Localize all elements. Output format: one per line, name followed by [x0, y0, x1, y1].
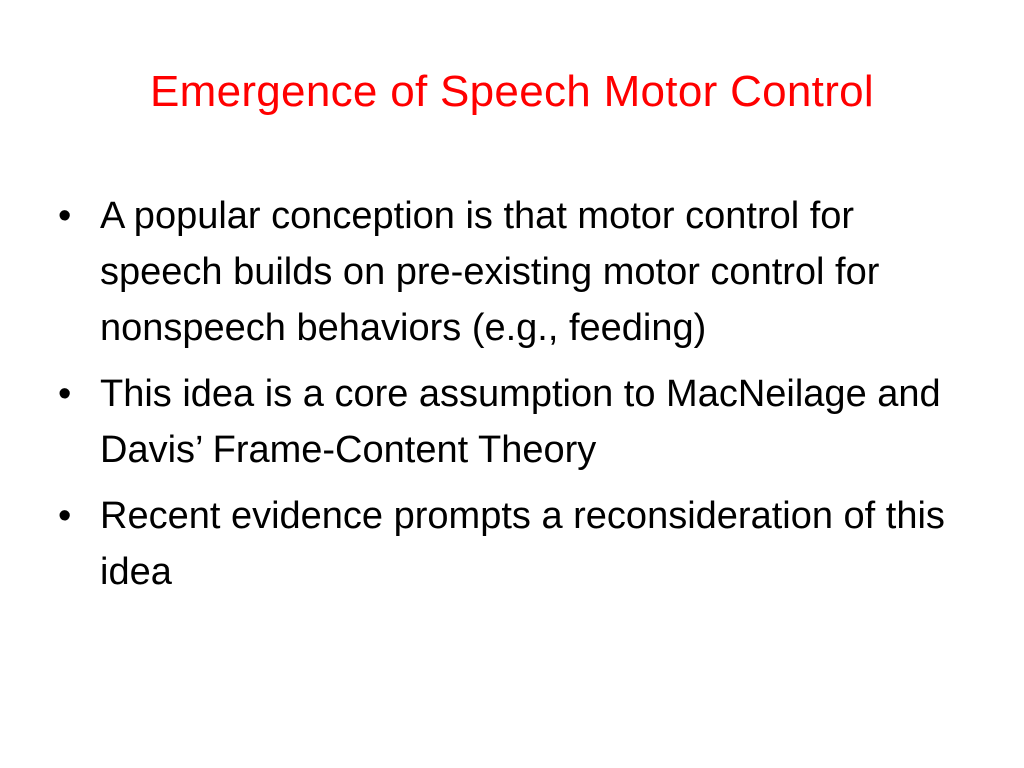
bullet-item [58, 366, 958, 478]
bullet-item [58, 188, 958, 356]
bullet-item [58, 488, 958, 600]
bullet-icon: • [58, 373, 72, 415]
bullet-text: This idea is a core assumption to MacNeilage and Davis’ Frame-Content Theory [100, 373, 941, 471]
bullet-text: Recent evidence prompts a reconsideration of this idea [100, 495, 945, 593]
bullet-text: A popular conception is that motor control for speech builds on pre-existing motor control for nonspeech behaviors (e.g., feeding) [100, 195, 880, 349]
bullet-icon: • [58, 195, 72, 237]
slide-title: Emergence of Speech Motor Control [149, 67, 875, 116]
bullet-icon: • [58, 495, 72, 537]
bullet-list [58, 188, 958, 610]
